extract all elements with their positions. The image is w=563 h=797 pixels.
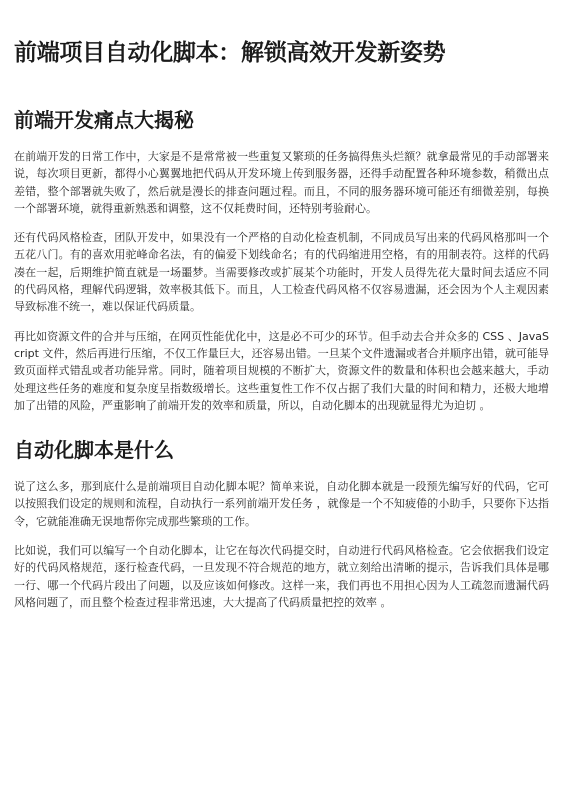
paragraph: 在前端开发的日常工作中，大家是不是常常被一些重复又繁琐的任务搞得焦头烂额？就拿最常见的手动部署来说，每次项目更新，都得小心翼翼地把代码从开发环境上传到服务器，还得手动配置各种环境参数，稍微出点差错，整个部署就失败了，然后就是漫长的排查问题过程。而且，不同的服务器环境可能还有细微差别，每换一个部署环境，就得重新熟悉和调整，这不仅耗费时间，还特别考验耐心。: [14, 150, 549, 215]
section-what-is-script: [14, 436, 549, 611]
section-heading: 前端开发痛点大揭秘: [14, 108, 194, 132]
section-heading: 自动化脚本是什么: [14, 438, 174, 463]
section-pain-points: [14, 106, 549, 414]
document-title: 前端项目自动化脚本：解锁高效开发新姿势: [14, 40, 446, 66]
paragraph: 还有代码风格检查，团队开发中，如果没有一个严格的自动化检查机制，不同成员写出来的代码风格那叫一个五花八门。有的喜欢用驼峰命名法，有的偏爱下划线命名；有的代码缩进用空格，有的用制表符。这样的代码凑在一起，后期维护简直就是一场噩梦。当需要修改或扩展某个功能时，开发人员得先花大量时间去适应不同的代码风格，理解代码逻辑，效率极其低下。而且，人工检查代码风格不仅容易遗漏，还会因为个人主观因素导致标准不统一，难以保证代码质量。: [14, 231, 549, 314]
paragraph: 说了这么多，那到底什么是前端项目自动化脚本呢？简单来说，自动化脚本就是一段预先编写好的代码，它可以按照我们设定的规则和流程，自动执行一系列前端开发任务 ，就像是一个不知疲倦的小助手，只要你下达指令，它就能准确无误地帮你完成那些繁琐的工作。: [14, 480, 549, 528]
paragraph: 比如说，我们可以编写一个自动化脚本，让它在每次代码提交时，自动进行代码风格检查。它会依据我们设定好的代码风格规范，逐行检查代码，一旦发现不符合规范的地方，就立刻给出清晰的提示，告诉我们具体是哪一行、哪一个代码片段出了问题，以及应该如何修改。这样一来，我们再也不用担心因为人工疏忽而遗漏代码风格问题了，而且整个检查过程非常迅速，大大提高了代码质量把控的效率 。: [14, 544, 549, 609]
paragraph: 再比如资源文件的合并与压缩，在网页性能优化中，这是必不可少的环节。但手动去合并众多的 CSS 、JavaScript 文件，然后再进行压缩，不仅工作量巨大，还容易出错。一旦某个文件遗漏或者合并顺序出错，就可能导致页面样式错乱或者功能异常。同时，随着项目规模的不断扩大，资源文件的数量和体积也会越来越大，手动处理这些任务的难度和复杂度呈指数级增长。这些重复性工作不仅占据了我们大量的时间和精力，还极大地增加了出错的风险，严重影响了前端开发的效率和质量，所以，自动化脚本的出现就显得尤为迫切 。: [14, 329, 549, 412]
